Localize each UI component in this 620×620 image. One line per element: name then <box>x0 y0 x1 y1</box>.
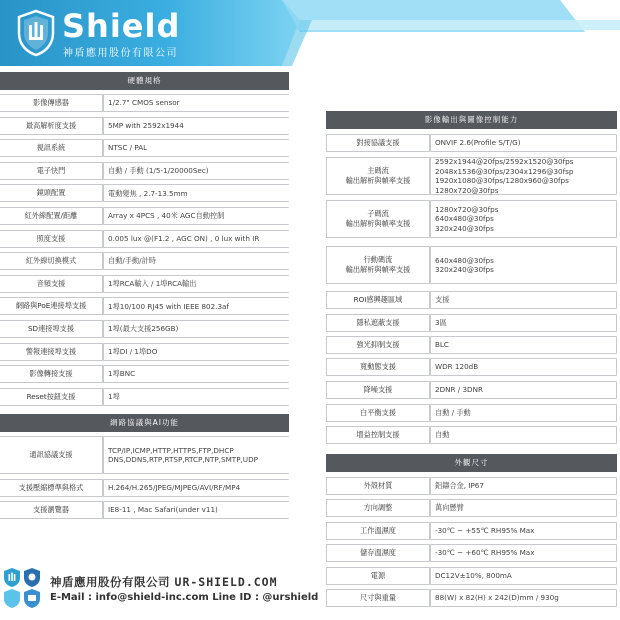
spec-value: 2592x1944@20fps/2592x1520@30fps 2048x1536@30fps/2304x1296@30fsp 1920x1080@30fps/1280x960@30fps 1280x720@30fps <box>430 157 617 195</box>
spec-row <box>0 436 289 474</box>
spec-label: Reset按鈕支援 <box>0 388 103 406</box>
spec-label: 鏡頭配置 <box>0 184 103 202</box>
spec-label: 寬動態支援 <box>326 358 430 376</box>
spec-value: DC12V±10%, 800mA <box>430 567 617 585</box>
spec-value: -30℃ ~ +60℃ RH95% Max <box>430 544 617 562</box>
spec-row <box>326 477 617 495</box>
spec-value: 自動 / 手動 (1/5-1/20000Sec) <box>103 162 289 180</box>
network-title: 網路協議與AI功能 <box>0 414 289 432</box>
spec-label: 影像傳感器 <box>0 94 103 112</box>
spec-value: 1埠10/100 RJ45 with IEEE 802.3af <box>103 297 289 315</box>
spec-row <box>326 200 617 238</box>
spec-label: 影像轉接支援 <box>0 365 103 383</box>
spec-row <box>0 117 289 135</box>
spec-label: 支援壓縮標準與格式 <box>0 479 103 497</box>
spec-value: IE8-11 , Mac Safari(under v11) <box>103 501 289 519</box>
spec-value: 1埠(最大支援256GB) <box>103 320 289 338</box>
spec-row <box>326 404 617 422</box>
spec-label: 視訊系統 <box>0 139 103 157</box>
spec-row <box>326 522 617 540</box>
footer-company <box>50 574 278 590</box>
spec-label: 通訊協議支援 <box>0 436 103 474</box>
spec-row <box>326 381 617 399</box>
spec-value: 3區 <box>430 314 617 332</box>
spec-label: 電子快門 <box>0 162 103 180</box>
spec-label: 電源 <box>326 567 430 585</box>
spec-value: H.264/H.265/JPEG/MJPEG/AVI/RF/MP4 <box>103 479 289 497</box>
spec-value: WDR 120dB <box>430 358 617 376</box>
spec-row <box>0 207 289 225</box>
spec-row <box>0 230 289 248</box>
spec-label: ROI感興趣區域 <box>326 291 430 309</box>
spec-label: 方向調整 <box>326 499 430 517</box>
spec-row <box>0 184 289 202</box>
spec-row <box>0 139 289 157</box>
spec-value: 2DNR / 3DNR <box>430 381 617 399</box>
spec-value: 支援 <box>430 291 617 309</box>
spec-label: 隱私遮蔽支援 <box>326 314 430 332</box>
footer-website[interactable]: UR-SHIELD.COM <box>174 575 278 589</box>
spec-value: 電動變焦 , 2.7-13.5mm <box>103 184 289 202</box>
spec-value: -30℃ ~ +55℃ RH95% Max <box>430 522 617 540</box>
brand-company: 神盾應用股份有限公司 <box>63 48 178 59</box>
brand-name: Shield <box>62 7 181 45</box>
spec-value: 1埠BNC <box>103 365 289 383</box>
spec-label: 外殼材質 <box>326 477 430 495</box>
spec-value: 88(W) x 82(H) x 242(D)mm / 930g <box>430 589 617 607</box>
spec-label: 最高解析度支援 <box>0 117 103 135</box>
spec-value: 1埠RCA輸入 / 1埠RCA輸出 <box>103 275 289 293</box>
spec-value: 1/2.7" CMOS sensor <box>103 94 289 112</box>
spec-label: 工作溫濕度 <box>326 522 430 540</box>
footer-contact: E-Mail : info@shield-inc.com Line ID : @urshield <box>50 592 319 603</box>
spec-row <box>326 291 617 309</box>
spec-row <box>326 336 617 354</box>
spec-value: 鋁鑄合金, IP67 <box>430 477 617 495</box>
footer-logo-icons <box>2 566 42 610</box>
spec-value: ONVIF 2.6(Profile S/T/G) <box>430 134 617 152</box>
spec-label: 白平衡支援 <box>326 404 430 422</box>
spec-value: 自動 <box>430 426 617 444</box>
spec-label: 儲存溫濕度 <box>326 544 430 562</box>
video-title: 影像輸出與圖像控制能力 <box>326 111 617 129</box>
spec-row <box>326 499 617 517</box>
spec-value: TCP/IP,ICMP,HTTP,HTTPS,FTP,DHCP DNS,DDNS,RTP,RTSP,RTCP,NTP,SMTP,UDP <box>103 436 289 474</box>
spec-row <box>0 297 289 315</box>
spec-label: 行動碼流 輸出解析與幀率支援 <box>326 246 430 284</box>
spec-row <box>326 314 617 332</box>
spec-row <box>0 275 289 293</box>
footer-company-name: 神盾應用股份有限公司 <box>50 575 170 589</box>
spec-row <box>326 157 617 195</box>
spec-label: 尺寸與重量 <box>326 589 430 607</box>
spec-label: 子碼流 輸出解析與幀率支援 <box>326 200 430 238</box>
spec-row <box>0 365 289 383</box>
spec-value: 1埠 <box>103 388 289 406</box>
spec-value: 萬向懸臂 <box>430 499 617 517</box>
spec-value: 0.005 lux @(F1.2 , AGC ON) , 0 lux with IR <box>103 230 289 248</box>
shield-logo-icon <box>16 9 56 57</box>
spec-value: 640x480@30fps 320x240@30fps <box>430 246 617 284</box>
spec-label: 照度支援 <box>0 230 103 248</box>
spec-value: 1280x720@30fps 640x480@30fps 320x240@30fps <box>430 200 617 238</box>
spec-row <box>0 343 289 361</box>
spec-value: 自動/手動/計時 <box>103 252 289 270</box>
spec-row <box>0 320 289 338</box>
spec-row <box>0 501 289 519</box>
spec-row <box>0 162 289 180</box>
spec-value: Array x 4PCS , 40米 AGC自動控制 <box>103 207 289 225</box>
spec-row <box>326 246 617 284</box>
spec-value: 1埠DI / 1埠DO <box>103 343 289 361</box>
header <box>0 0 620 74</box>
hardware-title: 硬體規格 <box>0 72 289 90</box>
spec-row <box>0 388 289 406</box>
spec-label: 網路與PoE連接埠支援 <box>0 297 103 315</box>
spec-label: 強光抑制支援 <box>326 336 430 354</box>
spec-row <box>326 567 617 585</box>
spec-row <box>326 134 617 152</box>
spec-label: 音頻支援 <box>0 275 103 293</box>
spec-value: 5MP with 2592x1944 <box>103 117 289 135</box>
spec-row <box>0 252 289 270</box>
spec-row <box>0 479 289 497</box>
spec-label: 主碼流 輸出解析與幀率支援 <box>326 157 430 195</box>
exterior-title: 外觀尺寸 <box>326 454 617 472</box>
spec-label: SD連接埠支援 <box>0 320 103 338</box>
spec-label: 紅外線配置/距離 <box>0 207 103 225</box>
spec-row <box>0 94 289 112</box>
spec-label: 對接協議支援 <box>326 134 430 152</box>
spec-value: BLC <box>430 336 617 354</box>
spec-label: 紅外線切換模式 <box>0 252 103 270</box>
spec-row <box>326 589 617 607</box>
spec-value: NTSC / PAL <box>103 139 289 157</box>
spec-row <box>326 426 617 444</box>
spec-value: 自動 / 手動 <box>430 404 617 422</box>
spec-row <box>326 358 617 376</box>
spec-label: 增益控制支援 <box>326 426 430 444</box>
spec-label: 降噪支援 <box>326 381 430 399</box>
spec-label: 支援瀏覽器 <box>0 501 103 519</box>
spec-label: 警報連接埠支援 <box>0 343 103 361</box>
spec-row <box>326 544 617 562</box>
